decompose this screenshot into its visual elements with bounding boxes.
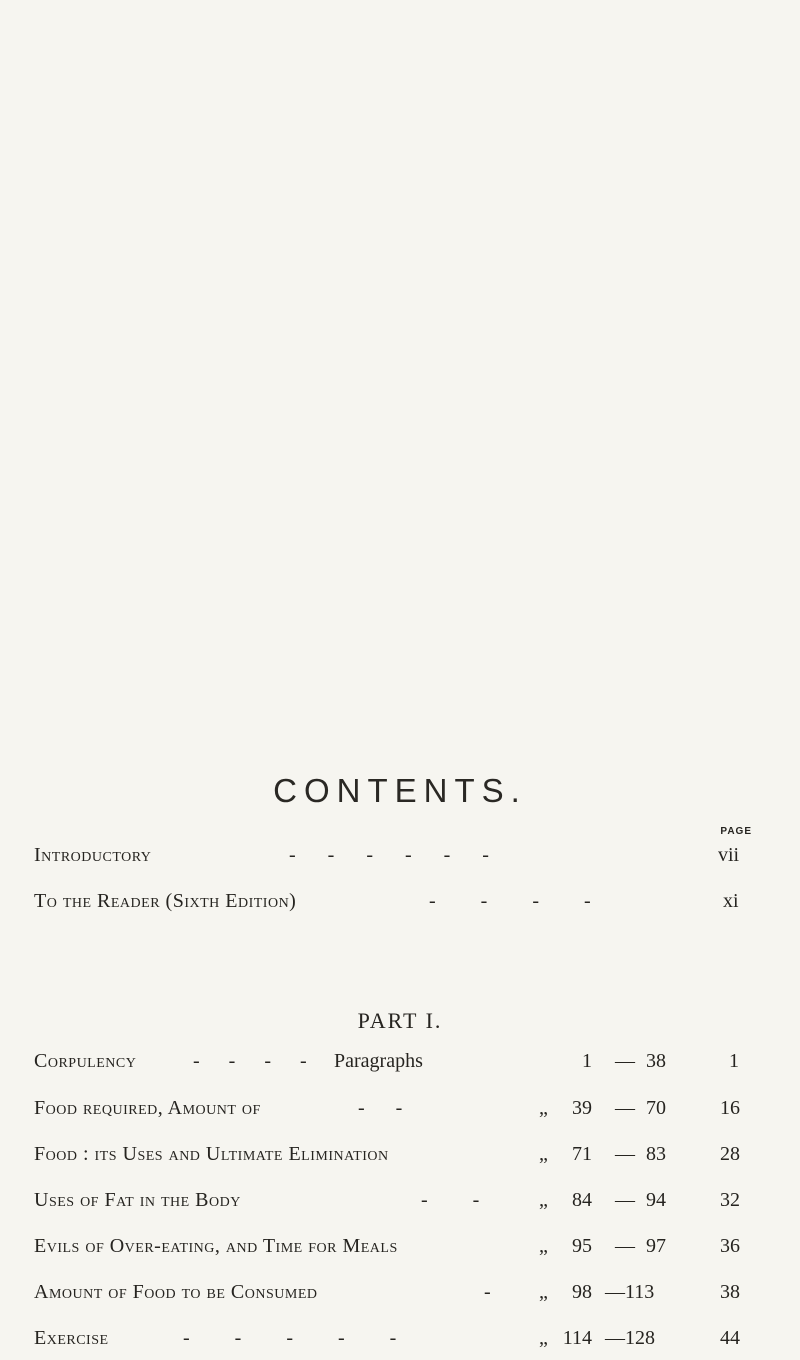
paragraph-from: 1 xyxy=(582,1050,592,1072)
paragraph-to: 70 xyxy=(646,1097,666,1119)
ditto-mark: „ xyxy=(539,1327,548,1349)
ditto-mark: „ xyxy=(539,1235,548,1257)
toc-entry-page: 36 xyxy=(720,1235,740,1257)
toc-entry[interactable] xyxy=(0,1050,800,1080)
paragraph-from: 95 xyxy=(572,1235,592,1257)
paragraph-to: 83 xyxy=(646,1143,666,1165)
toc-entry-page: vii xyxy=(718,844,740,866)
toc-entry[interactable] xyxy=(0,1235,800,1265)
toc-entry-title: Exercise xyxy=(34,1327,109,1349)
paragraph-from: 84 xyxy=(572,1189,592,1211)
paragraph-to: 128 xyxy=(625,1327,655,1349)
toc-entry-page: 38 xyxy=(720,1281,740,1303)
paragraph-from: 98 xyxy=(572,1281,592,1303)
toc-entry-title: Amount of Food to be Consumed xyxy=(34,1281,318,1303)
toc-entry[interactable] xyxy=(0,1327,800,1357)
paragraphs-label: Paragraphs xyxy=(334,1050,423,1072)
toc-entry-title: Corpulency xyxy=(34,1050,137,1072)
toc-entry[interactable] xyxy=(0,1143,800,1173)
toc-leader: - xyxy=(484,1281,491,1303)
part-title: PART I. xyxy=(357,1008,443,1033)
toc-leader: - - - - - - xyxy=(289,844,489,866)
toc-entry-title: Introductory xyxy=(34,844,152,866)
toc-entry[interactable] xyxy=(0,1189,800,1219)
paragraph-to: 38 xyxy=(646,1050,666,1072)
toc-leader: - - xyxy=(421,1189,480,1211)
range-dash: — xyxy=(615,1097,635,1119)
paragraph-to: 94 xyxy=(646,1189,666,1211)
paragraph-from: 71 xyxy=(572,1143,592,1165)
range-dash: — xyxy=(615,1235,635,1257)
range-dash: — xyxy=(605,1327,625,1349)
toc-leader: - - - - xyxy=(429,890,591,912)
toc-entry-page: 28 xyxy=(720,1143,740,1165)
toc-entry[interactable] xyxy=(0,1281,800,1311)
ditto-mark: „ xyxy=(539,1281,548,1303)
toc-entry-page: xi xyxy=(723,890,739,912)
toc-entry[interactable] xyxy=(0,1097,800,1127)
toc-entry-title: To the Reader (Sixth Edition) xyxy=(34,890,297,912)
toc-entry-title: Uses of Fat in the Body xyxy=(34,1189,241,1211)
ditto-mark: „ xyxy=(539,1097,548,1119)
range-dash: — xyxy=(615,1143,635,1165)
contents-heading: CONTENTS. xyxy=(273,772,527,809)
paragraph-to: 113 xyxy=(625,1281,655,1303)
toc-entry-title: Food : its Uses and Ultimate Elimination xyxy=(34,1143,389,1165)
toc-entry-to-the-reader[interactable] xyxy=(0,890,800,920)
toc-leader: - - - - - xyxy=(183,1327,397,1349)
paragraph-from: 39 xyxy=(572,1097,592,1119)
toc-entry-page: 32 xyxy=(720,1189,740,1211)
toc-entry-page: 1 xyxy=(729,1050,739,1072)
toc-leader: - - - - xyxy=(193,1050,307,1072)
toc-leader: - - xyxy=(358,1097,403,1119)
range-dash: — xyxy=(605,1281,625,1303)
ditto-mark: „ xyxy=(539,1189,548,1211)
toc-entry-page: 44 xyxy=(720,1327,740,1349)
page-column-label: PAGE xyxy=(720,826,752,837)
toc-entry-title: Evils of Over-eating, and Time for Meals xyxy=(34,1235,398,1257)
ditto-mark: „ xyxy=(539,1143,548,1165)
toc-entry-title: Food required, Amount of xyxy=(34,1097,261,1119)
range-dash: — xyxy=(615,1050,635,1072)
paragraph-from: 114 xyxy=(562,1327,592,1349)
toc-entry-page: 16 xyxy=(720,1097,740,1119)
paragraph-to: 97 xyxy=(646,1235,666,1257)
range-dash: — xyxy=(615,1189,635,1211)
toc-entry-introductory[interactable] xyxy=(0,844,800,874)
